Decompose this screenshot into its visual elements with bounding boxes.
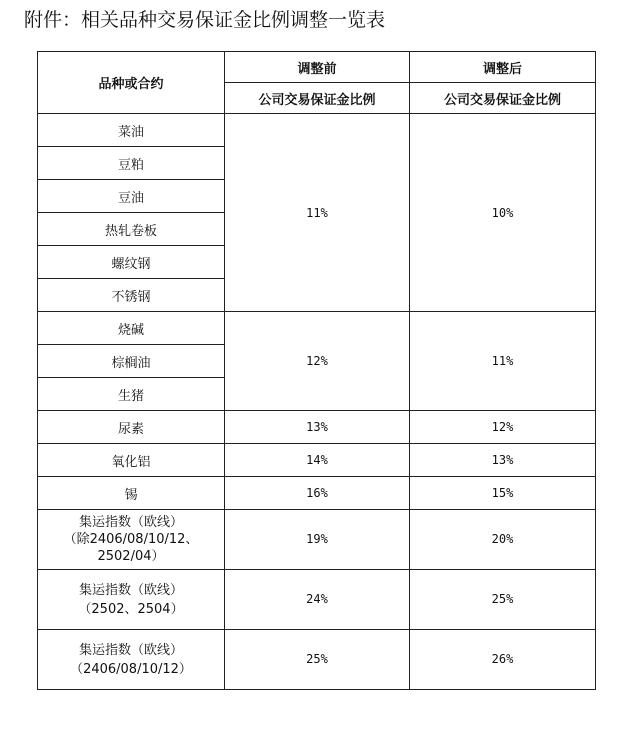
after-ratio-cell: 13%: [410, 444, 596, 477]
product-cell: 菜油: [38, 114, 225, 147]
margin-adjustment-table: [37, 51, 596, 690]
table-row: [38, 570, 596, 630]
after-ratio-cell: 15%: [410, 477, 596, 510]
before-ratio-cell: 13%: [225, 411, 410, 444]
table-row: [38, 312, 596, 345]
before-ratio-cell: 24%: [225, 570, 410, 630]
before-ratio-cell: 11%: [225, 114, 410, 312]
product-cell: 锡: [38, 477, 225, 510]
product-cell: 豆粕: [38, 147, 225, 180]
before-ratio-cell: 25%: [225, 630, 410, 690]
product-cell-text: 集运指数（欧线） （2502、2504）: [78, 582, 184, 617]
product-cell: 氧化铝: [38, 444, 225, 477]
product-column-header: 品种或合约: [38, 52, 225, 114]
before-ratio-cell: 12%: [225, 312, 410, 411]
product-cell: 螺纹钢: [38, 246, 225, 279]
before-ratio-cell: 19%: [225, 510, 410, 570]
product-cell-text: 集运指数（欧线） （2406/08/10/12）: [70, 642, 192, 677]
product-cell: [38, 570, 225, 630]
product-cell: 不锈钢: [38, 279, 225, 312]
before-ratio-cell: 14%: [225, 444, 410, 477]
after-ratio-cell: 12%: [410, 411, 596, 444]
product-cell: 豆油: [38, 180, 225, 213]
product-cell: 棕榈油: [38, 345, 225, 378]
table-row: [38, 114, 596, 147]
before-column-header: 调整前: [225, 52, 410, 83]
table-row: [38, 630, 596, 690]
after-ratio-cell: 25%: [410, 570, 596, 630]
product-cell: 热轧卷板: [38, 213, 225, 246]
table-row: [38, 411, 596, 444]
page-title: 附件：相关品种交易保证金比例调整一览表: [24, 9, 386, 31]
after-ratio-cell: 10%: [410, 114, 596, 312]
after-sub-header: 公司交易保证金比例: [410, 83, 596, 114]
product-cell: 尿素: [38, 411, 225, 444]
after-column-header: 调整后: [410, 52, 596, 83]
header-row-1: [38, 52, 596, 83]
table-row: [38, 444, 596, 477]
product-cell-text: 集运指数（欧线） （除2406/08/10/12、 2502/04）: [63, 515, 199, 564]
table-row: [38, 510, 596, 570]
before-ratio-cell: 16%: [225, 477, 410, 510]
after-ratio-cell: 11%: [410, 312, 596, 411]
after-ratio-cell: 20%: [410, 510, 596, 570]
product-cell: [38, 510, 225, 570]
product-cell: 生猪: [38, 378, 225, 411]
after-ratio-cell: 26%: [410, 630, 596, 690]
table-row: [38, 477, 596, 510]
before-sub-header: 公司交易保证金比例: [225, 83, 410, 114]
product-cell: [38, 630, 225, 690]
product-cell: 烧碱: [38, 312, 225, 345]
